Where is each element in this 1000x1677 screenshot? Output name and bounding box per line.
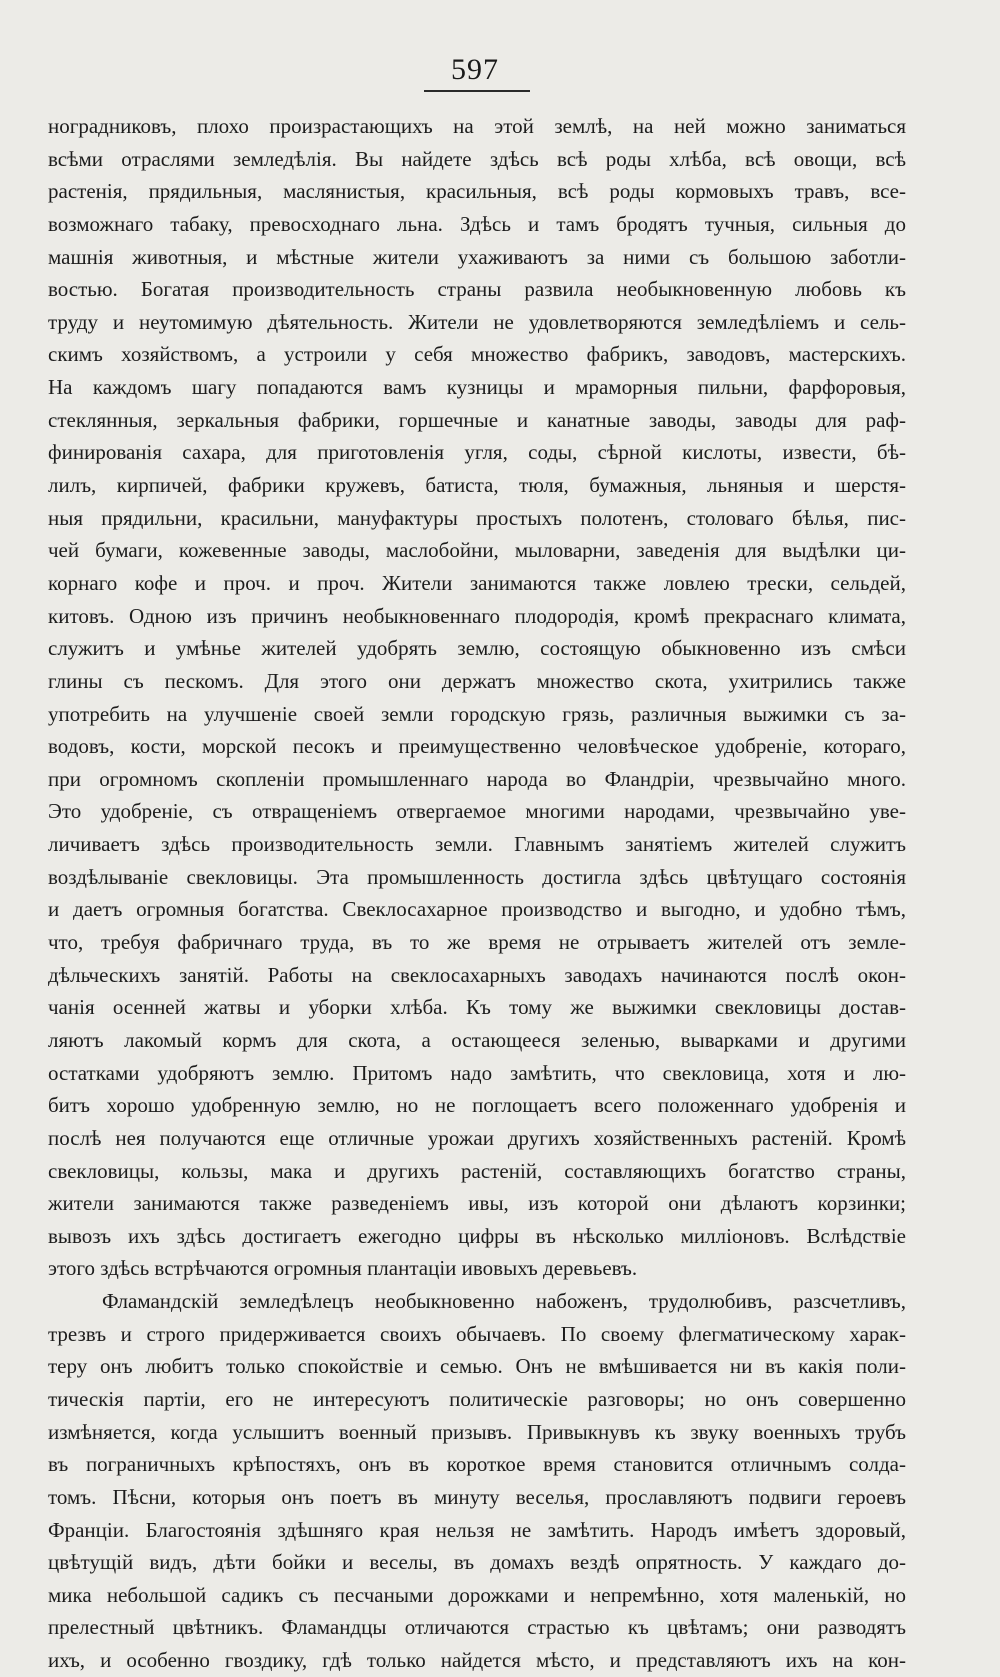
text-line: служитъ и умѣнье жителей удобрять землю, состоящую обыкновенно изъ смѣси xyxy=(48,636,906,661)
text-line: На каждомъ шагу попадаются вамъ кузницы и мраморныя пильни, фарфоровыя, xyxy=(48,375,906,400)
text-line: ихъ, и особенно гвоздику, гдѣ только найдется мѣсто, и представляютъ ихъ на кон- xyxy=(48,1648,906,1673)
text-line: томъ. Пѣсни, которыя онъ поетъ въ минуту веселья, прославляютъ подвиги героевъ xyxy=(48,1484,906,1509)
text-line: скимъ хозяйствомъ, а устроили у себя множество фабрикъ, заводовъ, мастерскихъ. xyxy=(48,342,906,367)
text-line: глины съ пескомъ. Для этого они держатъ множество скота, ухитрились также xyxy=(48,668,906,693)
text-line: ноградниковъ, плохо произрастающихъ на этой землѣ, на ней можно заниматься xyxy=(48,114,906,138)
text-line: труду и неутомимую дѣятельность. Жители не удовлетворяются земледѣліемъ и сель- xyxy=(48,309,906,334)
text-line: дѣльческихъ занятій. Работы на свеклосахарныхъ заводахъ начинаются послѣ окон- xyxy=(48,962,906,987)
text-line: воздѣлываніе свекловицы. Эта промышленность достигла здѣсь цвѣтущаго состоянія xyxy=(48,864,906,889)
text-line: и даетъ огромныя богатства. Свеклосахарное производство и выгодно, и удобно тѣмъ, xyxy=(48,897,906,922)
text-line: прелестный цвѣтникъ. Фламандцы отличаются страстью къ цвѣтамъ; они разводятъ xyxy=(48,1615,906,1640)
text-line: личиваетъ здѣсь производительность земли. Главнымъ занятіемъ жителей служитъ xyxy=(48,832,906,857)
text-line: чей бумаги, кожевенные заводы, маслобойни, мыловарни, заведенія для выдѣлки ци- xyxy=(48,538,906,563)
text-line: тическія партіи, его не интересуютъ политическіе разговоры; но онъ совершенно xyxy=(48,1386,906,1411)
page-number: 597 xyxy=(451,53,499,86)
text-line: свекловицы, кользы, мака и другихъ растеній, составляющихъ богатство страны, xyxy=(48,1158,906,1183)
text-line: финированія сахара, для приготовленія угля, соды, сѣрной кислоты, извести, бѣ- xyxy=(48,440,906,465)
text-line: жители занимаются также разведеніемъ ивы, изъ которой они дѣлаютъ корзинки; xyxy=(48,1191,906,1216)
text-line: трезвъ и строго придерживается своихъ обычаевъ. По своему флегматическому харак- xyxy=(48,1321,906,1346)
text-line: цвѣтущій видъ, дѣти бойки и веселы, въ домахъ вездѣ опрятность. У каждаго до- xyxy=(48,1550,906,1575)
text-line: возможнаго табаку, превосходнаго льна. Здѣсь и тамъ бродятъ тучныя, сильныя до xyxy=(48,211,906,236)
text-line: машнія животныя, и мѣстные жители ухаживаютъ за ними съ большою заботли- xyxy=(48,244,906,269)
text-line: при огромномъ скопленіи промышленнаго народа во Фландріи, чрезвычайно много. xyxy=(48,766,906,791)
text-line: водовъ, кости, морской песокъ и преимущественно человѣческое удобреніе, котораго, xyxy=(48,734,906,759)
text-line: лилъ, кирпичей, фабрики кружевъ, батиста, тюля, бумажныя, льняныя и шерстя- xyxy=(48,473,906,498)
page-number-rule xyxy=(424,90,530,92)
text-line: въ пограничныхъ крѣпостяхъ, онъ въ короткое время становится отличнымъ солда- xyxy=(48,1452,906,1477)
text-line: мика небольшой садикъ съ песчаными дорожками и непремѣнно, хотя маленькій, но xyxy=(48,1582,906,1607)
text-line: ляютъ лакомый кормъ для скота, а остающееся зеленью, выварками и другими xyxy=(48,1027,906,1052)
text-line: чанія осенней жатвы и уборки хлѣба. Къ тому же выжимки свекловицы достав- xyxy=(48,995,906,1020)
text-line: послѣ нея получаются еще отличные урожаи другихъ хозяйственныхъ растеній. Кромѣ xyxy=(48,1125,906,1150)
text-line: вывозъ ихъ здѣсь достигаетъ ежегодно цифры въ нѣсколько милліоновъ. Вслѣдствіе xyxy=(48,1223,906,1248)
text-line: ныя прядильни, красильни, мануфактуры простыхъ полотенъ, столоваго бѣлья, пис- xyxy=(48,505,906,530)
text-line: Это удобреніе, съ отвращеніемъ отвергаемое многими народами, чрезвычайно уве- xyxy=(48,799,906,824)
text-line: всѣми отраслями земледѣлія. Вы найдете здѣсь всѣ роды хлѣба, всѣ овощи, всѣ xyxy=(48,146,906,171)
text-line: китовъ. Одною изъ причинъ необыкновеннаго плодородія, кромѣ прекраснаго климата, xyxy=(48,603,906,628)
text-line: измѣняется, когда услышитъ военный призывъ. Привыкнувъ къ звуку военныхъ трубъ xyxy=(48,1419,906,1444)
text-line: употребить на улучшеніе своей земли городскую грязь, различныя выжимки съ за- xyxy=(48,701,906,726)
body-text xyxy=(48,110,906,1677)
text-line: растенія, прядильныя, маслянистыя, красильныя, всѣ роды кормовыхъ травъ, все- xyxy=(48,179,906,204)
text-line: Франціи. Благостоянія здѣшняго края нельзя не замѣтить. Народъ имѣетъ здоровый, xyxy=(48,1517,906,1542)
text-line: этого здѣсь встрѣчаются огромныя плантаціи ивовыхъ деревьевъ. xyxy=(48,1256,638,1281)
text-line: битъ хорошо удобренную землю, но не поглощаетъ всего положеннаго удобренія и xyxy=(48,1093,906,1118)
text-line: стеклянныя, зеркальныя фабрики, горшечные и канатные заводы, заводы для раф- xyxy=(48,407,906,432)
text-line: теру онъ любитъ только спокойствіе и семью. Онъ не вмѣшивается ни въ какія поли- xyxy=(48,1354,906,1379)
text-line: остатками удобряютъ землю. Притомъ надо замѣтить, что свекловица, хотя и лю- xyxy=(48,1060,906,1085)
text-line: корнаго кофе и проч. и проч. Жители занимаются также ловлею трески, сельдей, xyxy=(48,570,906,595)
text-line: Фламандскій земледѣлецъ необыкновенно набоженъ, трудолюбивъ, разсчетливъ, xyxy=(102,1289,906,1314)
text-line: востью. Богатая производительность страны развила необыкновенную любовь къ xyxy=(48,277,906,302)
text-line: что, требуя фабричнаго труда, въ то же время не отрываетъ жителей отъ земле- xyxy=(48,930,906,955)
